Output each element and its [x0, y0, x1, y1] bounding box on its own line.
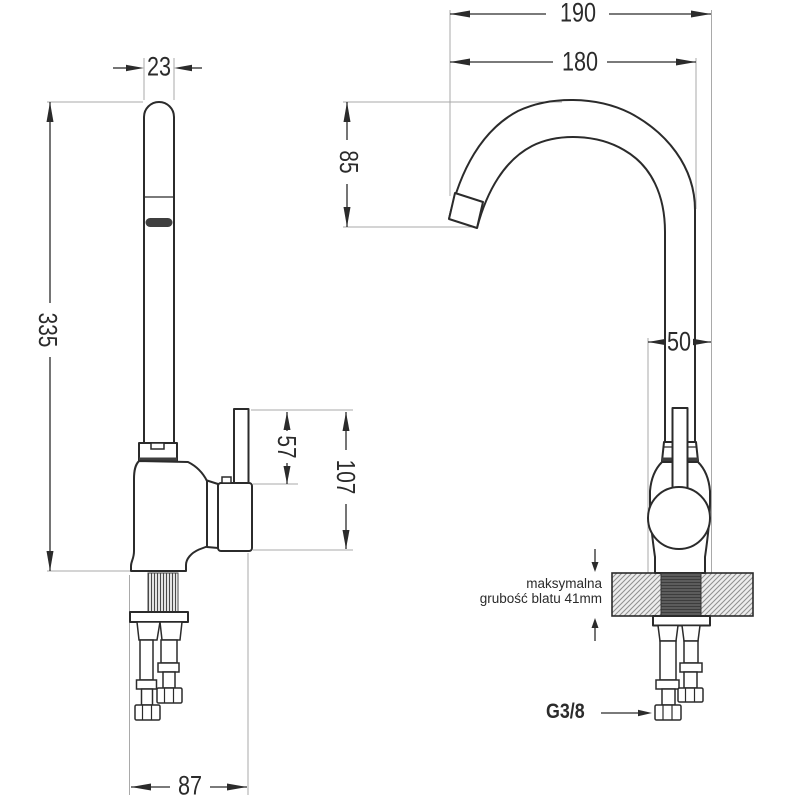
dim-label-57: 57: [272, 435, 302, 459]
thread-size-label: G3/8: [546, 700, 585, 723]
front-view: [449, 100, 753, 720]
hose-nut: [135, 705, 160, 720]
dim-label-85: 85: [334, 150, 364, 174]
note-line-2: grubość blatu 41mm: [479, 590, 602, 606]
hose-nut: [655, 705, 681, 720]
gooseneck-spout-outer: [449, 100, 695, 443]
collar-notch: [151, 443, 164, 449]
gooseneck-spout-inner: [477, 137, 665, 443]
mounting-threads-front: [661, 573, 701, 616]
lever-handle-front: [673, 408, 688, 488]
handle-base-cylinder: [218, 483, 252, 551]
spout-column: [144, 102, 174, 443]
dim-label-335: 335: [33, 312, 63, 348]
supply-hoses-front: [655, 626, 703, 721]
faucet-body-side: [131, 461, 207, 571]
aerator: [146, 218, 173, 227]
dim-label-23: 23: [146, 51, 172, 82]
spout-outlet-cap: [449, 193, 483, 228]
dim-label-107: 107: [331, 459, 361, 495]
side-view: [130, 102, 252, 720]
mounting-flange-front: [653, 616, 710, 626]
dim-label-50: 50: [666, 326, 692, 357]
dim-label-87: 87: [177, 770, 203, 800]
mounting-threads-side: [148, 573, 178, 612]
handle-joint-ring: [207, 481, 218, 549]
lever-handle: [234, 409, 249, 483]
mounting-plate-side: [130, 612, 188, 622]
note-line-1: maksymalna: [526, 576, 602, 591]
hose-nut: [678, 688, 703, 702]
lever-pivot: [222, 477, 231, 483]
supply-hoses-side: [135, 622, 182, 720]
handle-boss: [648, 487, 710, 549]
countertop-thickness-note: [480, 577, 602, 607]
hose-nut: [157, 688, 182, 703]
dim-label-180: 180: [561, 46, 599, 77]
dim-label-190: 190: [559, 0, 597, 28]
